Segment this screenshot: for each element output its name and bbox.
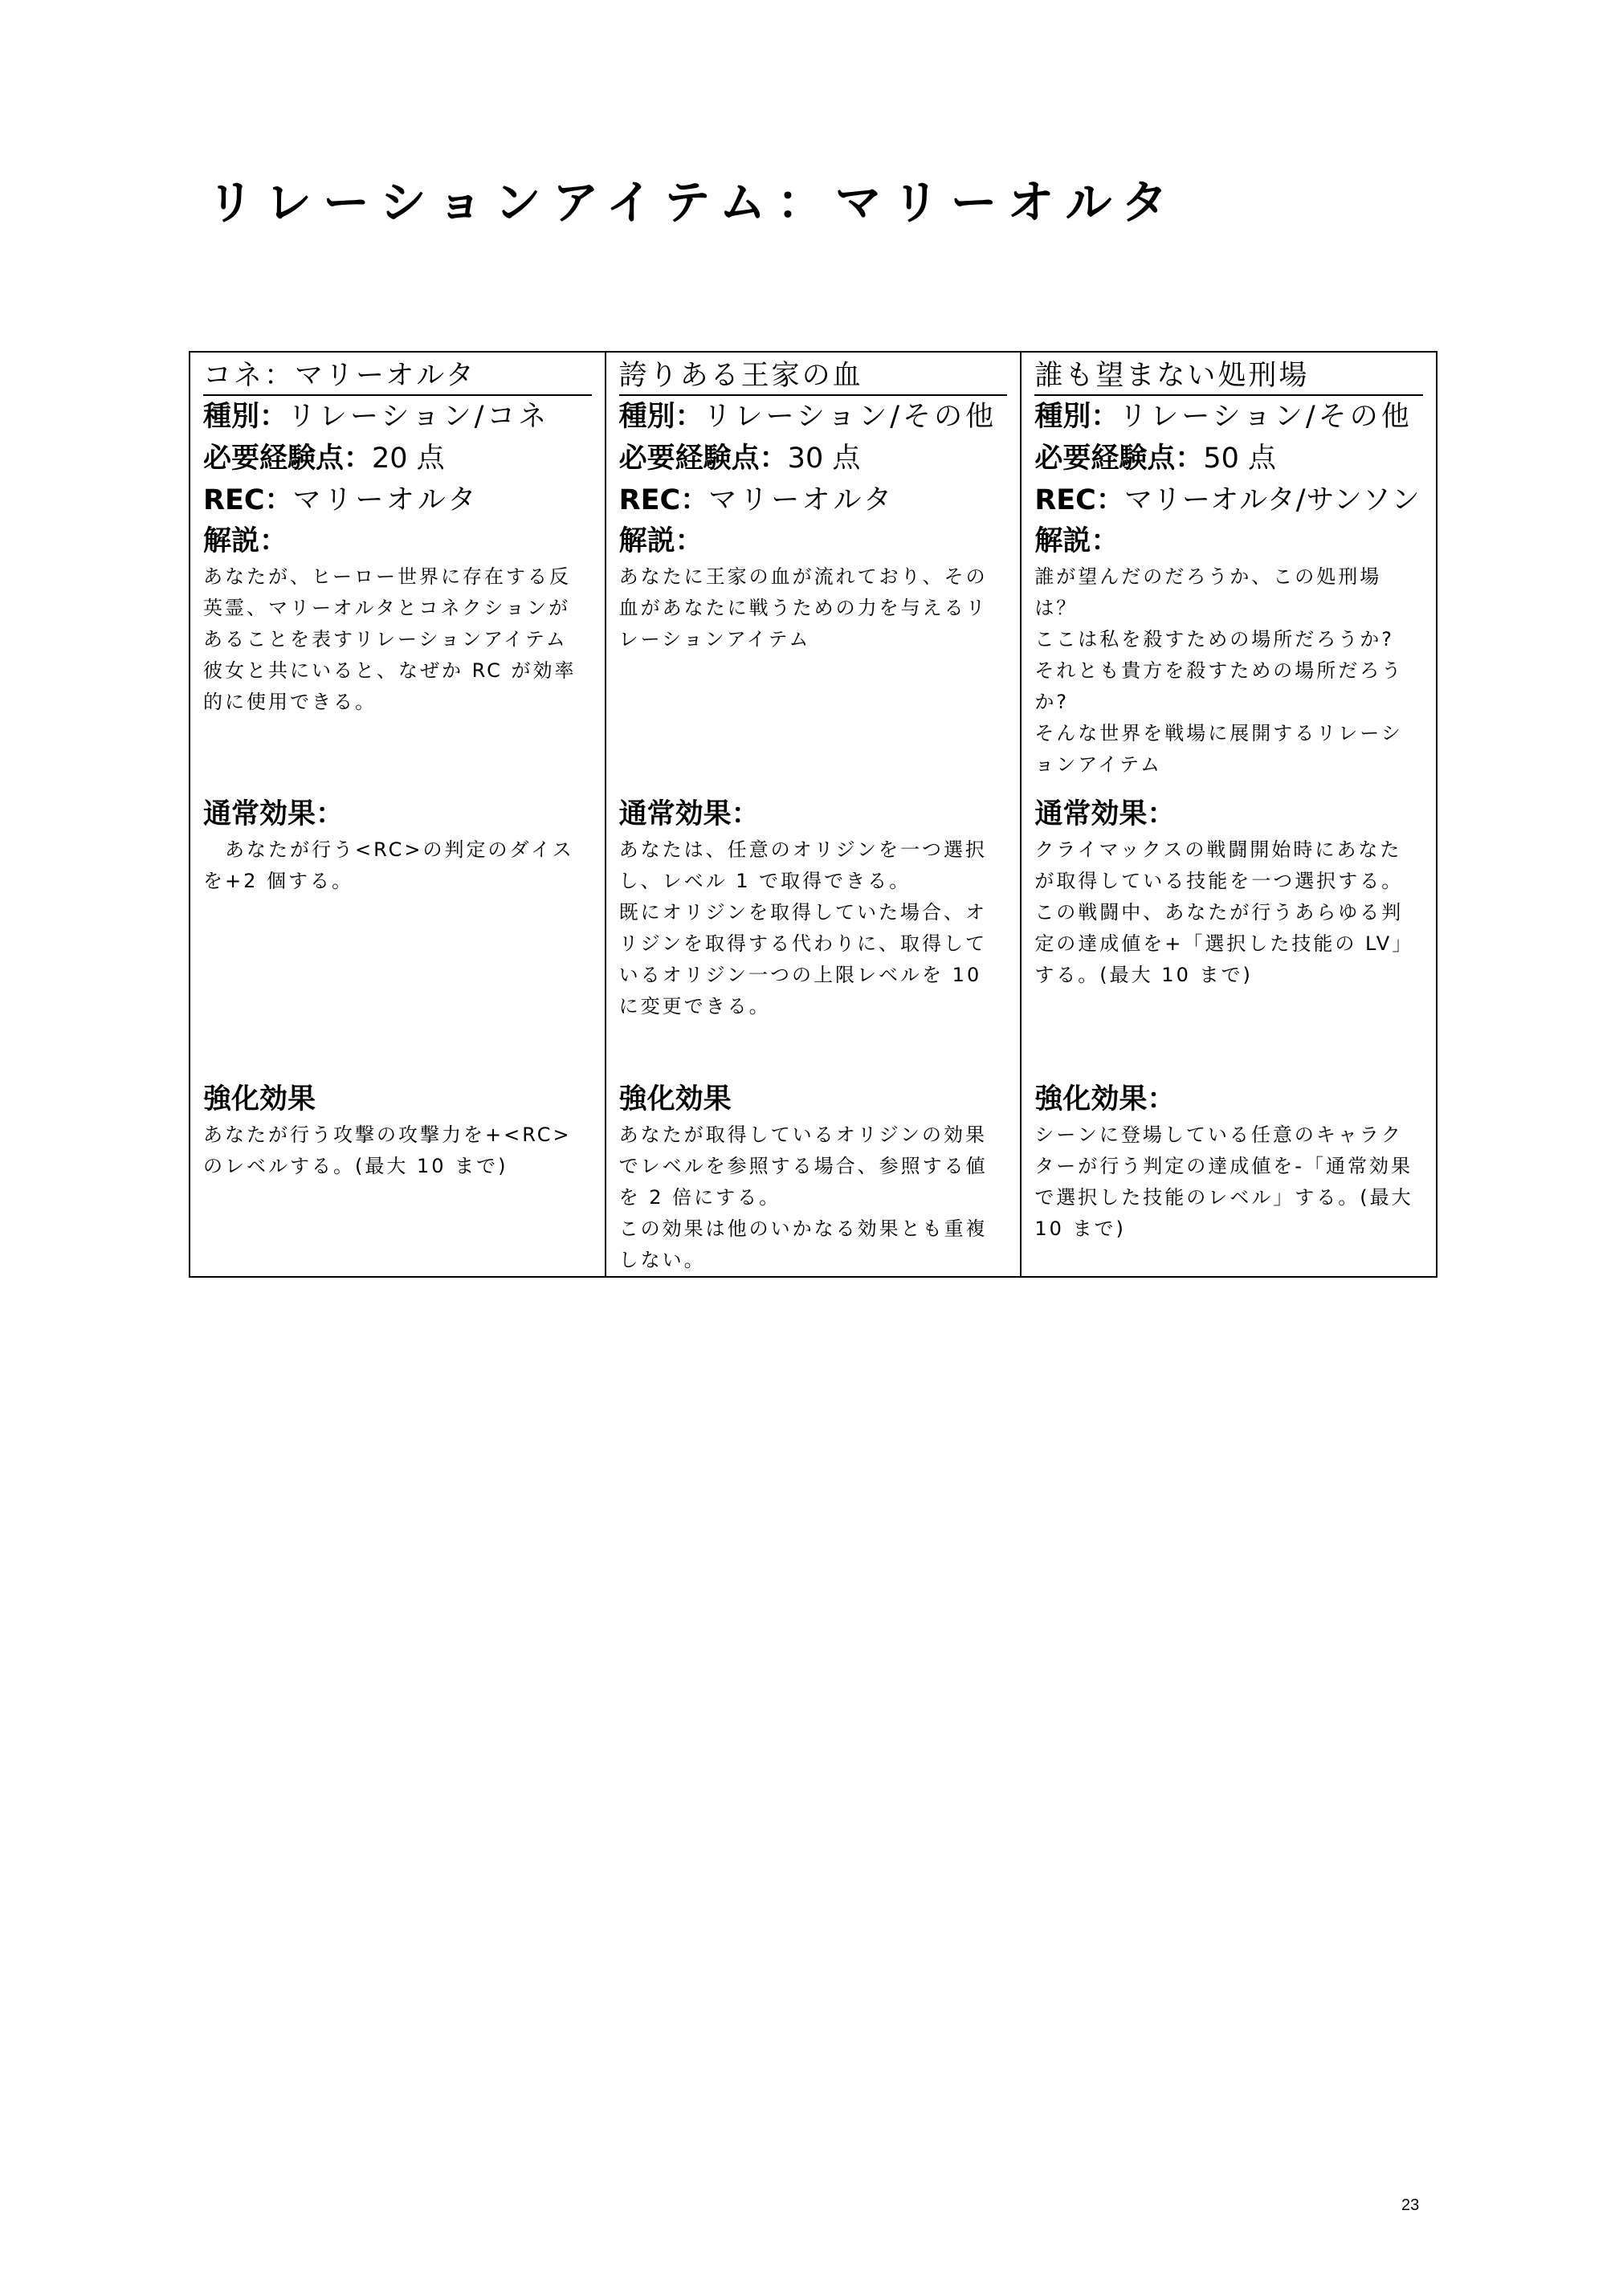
description-label: 解説： [618,525,703,557]
rec-label: REC： [618,484,709,516]
rec-value: マリーオルタ [292,484,479,516]
enhanced-effect-label: 強化効果： [1034,1083,1176,1115]
relation-items-table [189,351,1438,1278]
card-cell-royal-blood [606,352,1022,1277]
page-title: リレーションアイテム：マリーオルタ [207,175,1180,230]
card-exp [619,438,1008,479]
rec-label: REC： [1034,484,1124,516]
card-type [203,396,592,438]
exp-value: 20 点 [372,442,445,475]
page-number: 23 [1401,2196,1420,2214]
enhanced-effect-text: シーンに登場している任意のキャラクターが行う判定の達成値を-「通常効果で選択した技能のレベル」する。(最大 10 まで) [1034,1124,1422,1240]
exp-label: 必要経験点： [1034,442,1204,475]
normal-effect-text: あなたが行う<RC>の判定のダイスを+2 個する。 [203,838,574,892]
normal-effect-label: 通常効果： [618,798,760,830]
card-rec [619,479,1008,521]
exp-value: 30 点 [787,442,861,475]
card-cell-conne [190,352,606,1277]
card-rec [203,479,592,521]
normal-effect-text: あなたは、任意のオリジンを一つ選択し、レベル 1 で取得できる。 既にオリジンを取得していた場合、オリジンを取得する代わりに、取得しているオリジン一つの上限レベルを 10 に変更できる。 [618,838,988,1017]
exp-label: 必要経験点： [618,442,788,475]
type-label: 種別： [1034,401,1119,433]
card-type [619,396,1008,438]
normal-effect-label: 通常効果： [1034,798,1176,830]
type-value: リレーション/コネ [288,401,550,433]
table-row [190,352,1437,1277]
rec-value: マリーオルタ/サンソン [1124,484,1421,516]
card-name: 誰も望まない処刑場 [1034,357,1423,396]
enhanced-effect-text: あなたが行う攻撃の攻撃力を+<RC>のレベルする。(最大 10 まで) [203,1124,572,1177]
card-name: コネ：マリーオルタ [203,357,592,396]
rec-value: マリーオルタ [708,484,895,516]
rec-label: REC： [203,484,293,516]
description-label: 解説： [1034,525,1119,557]
normal-effect-text: クライマックスの戦闘開始時にあなたが取得している技能を一つ選択する。 この戦闘中、あなたが行うあらゆる判定の達成値を+「選択した技能の LV」する。(最大 10 まで) [1034,838,1414,986]
card-cell-execution-ground [1021,352,1437,1277]
description-text: あなたが、ヒーロー世界に存在する反英霊、マリーオルタとコネクションがあることを表すリレーションアイテム 彼女と共にいると、なぜか RC が効率的に使用できる。 [203,565,577,713]
exp-label: 必要経験点： [203,442,373,475]
enhanced-effect-label: 強化効果 [618,1083,732,1115]
card-rec [1034,479,1423,521]
card-name: 誇りある王家の血 [619,357,1008,396]
normal-effect-label: 通常効果： [203,798,345,830]
type-label: 種別： [618,401,703,433]
enhanced-effect-label: 強化効果 [203,1083,316,1115]
type-label: 種別： [203,401,288,433]
exp-value: 50 点 [1203,442,1276,475]
type-value: リレーション/その他 [1119,401,1413,433]
type-value: リレーション/その他 [703,401,997,433]
card-exp [203,438,592,479]
description-text: 誰が望んだのだろうか、この処刑場は？ ここは私を殺すための場所だろうか? それとも貴方を殺すための場所だろうか? そんな世界を戦場に展開するリレーションアイテム [1034,565,1404,776]
card-type [1034,396,1423,438]
enhanced-effect-text: あなたが取得しているオリジンの効果でレベルを参照する場合、参照する値を 2 倍にする。 この効果は他のいかなる効果とも重複しない。 [618,1124,988,1271]
description-label: 解説： [203,525,288,557]
card-exp [1034,438,1423,479]
description-text: あなたに王家の血が流れており、その血があなたに戦うための力を与えるリレーションアイテム [618,565,988,650]
